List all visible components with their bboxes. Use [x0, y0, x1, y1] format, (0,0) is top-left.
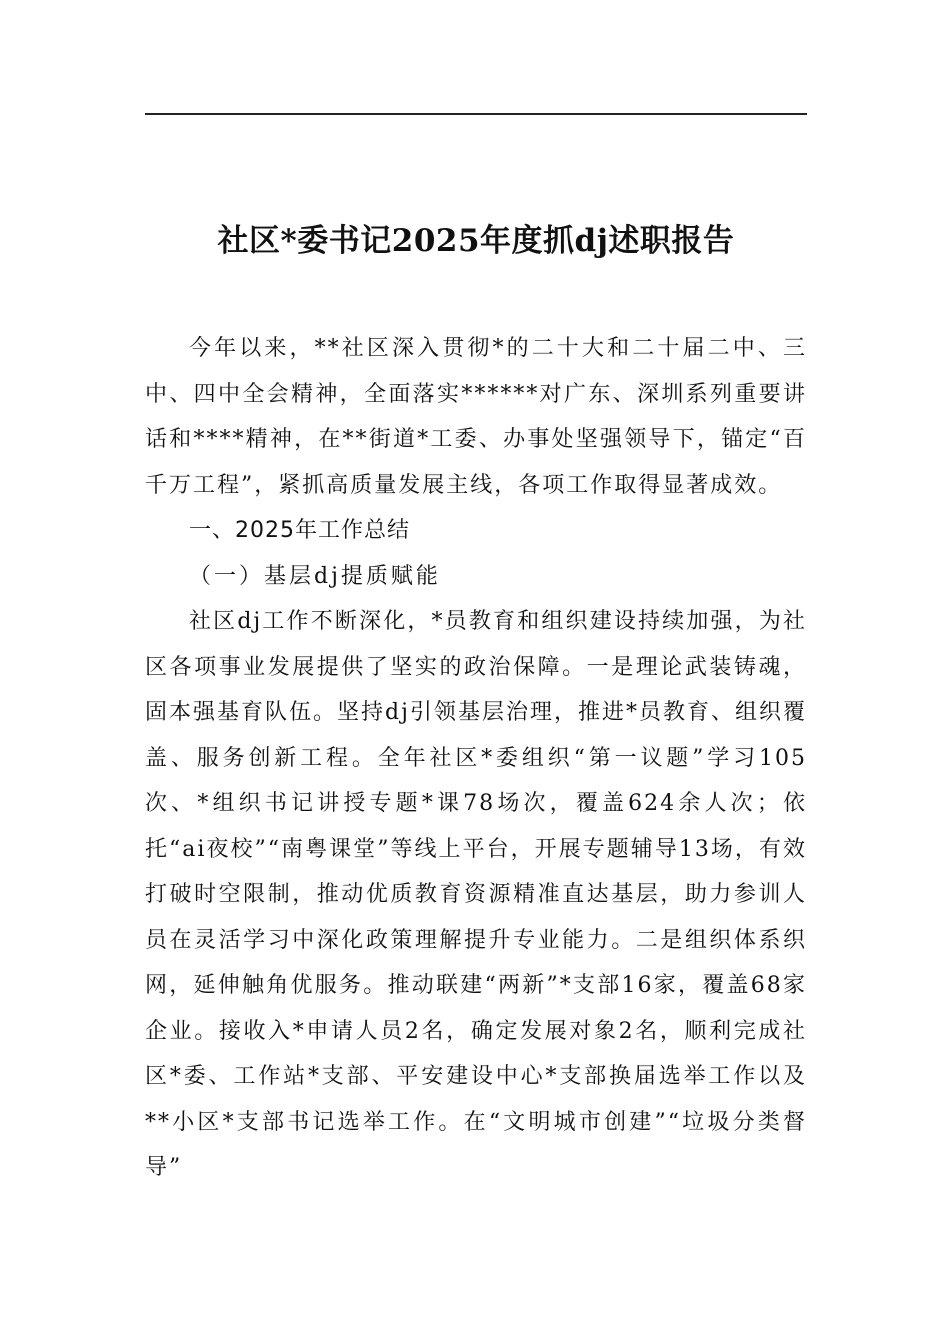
document-body: [145, 326, 807, 1191]
body-paragraph: 社区dj工作不断深化，*员教育和组织建设持续加强，为社区各项事业发展提供了坚实的政治保障。一是理论武装铸魂，固本强基育队伍。坚持dj引领基层治理，推进*员教育、组织覆盖、服务创新工程。全年社区*委组织“第一议题”学习105次、*组织书记讲授专题*课78场次，覆盖624余人次；依托“ai夜校”“南粤课堂”等线上平台，开展专题辅导13场，有效打破时空限制，推动优质教育资源精准直达基层，助力参训人员在灵活学习中深化政策理解提升专业能力。二是组织体系织网，延伸触角优服务。推动联建“两新”*支部16家，覆盖68家企业。接收入*申请人员2名，确定发展对象2名，顺利完成社区*委、工作站*支部、平安建设中心*支部换届选举工作以及**小区*支部书记选举工作。在“文明城市创建”“垃圾分类督导”: [145, 609, 807, 1180]
intro-paragraph: 今年以来，**社区深入贯彻*的二十大和二十届二中、三中、四中全会精神，全面落实******对广东、深圳系列重要讲话和****精神，在**街道*工委、办事处坚强领导下，锚定“百千万工程”，紧抓高质量发展主线，各项工作取得显著成效。: [145, 336, 807, 498]
document-title: 社区*委书记2025年度抓dj述职报告: [217, 222, 735, 259]
section-heading: 一、2025年工作总结: [189, 518, 410, 543]
subsection-heading: （一）基层dj提质赋能: [189, 563, 441, 589]
header-rule: [145, 113, 807, 115]
